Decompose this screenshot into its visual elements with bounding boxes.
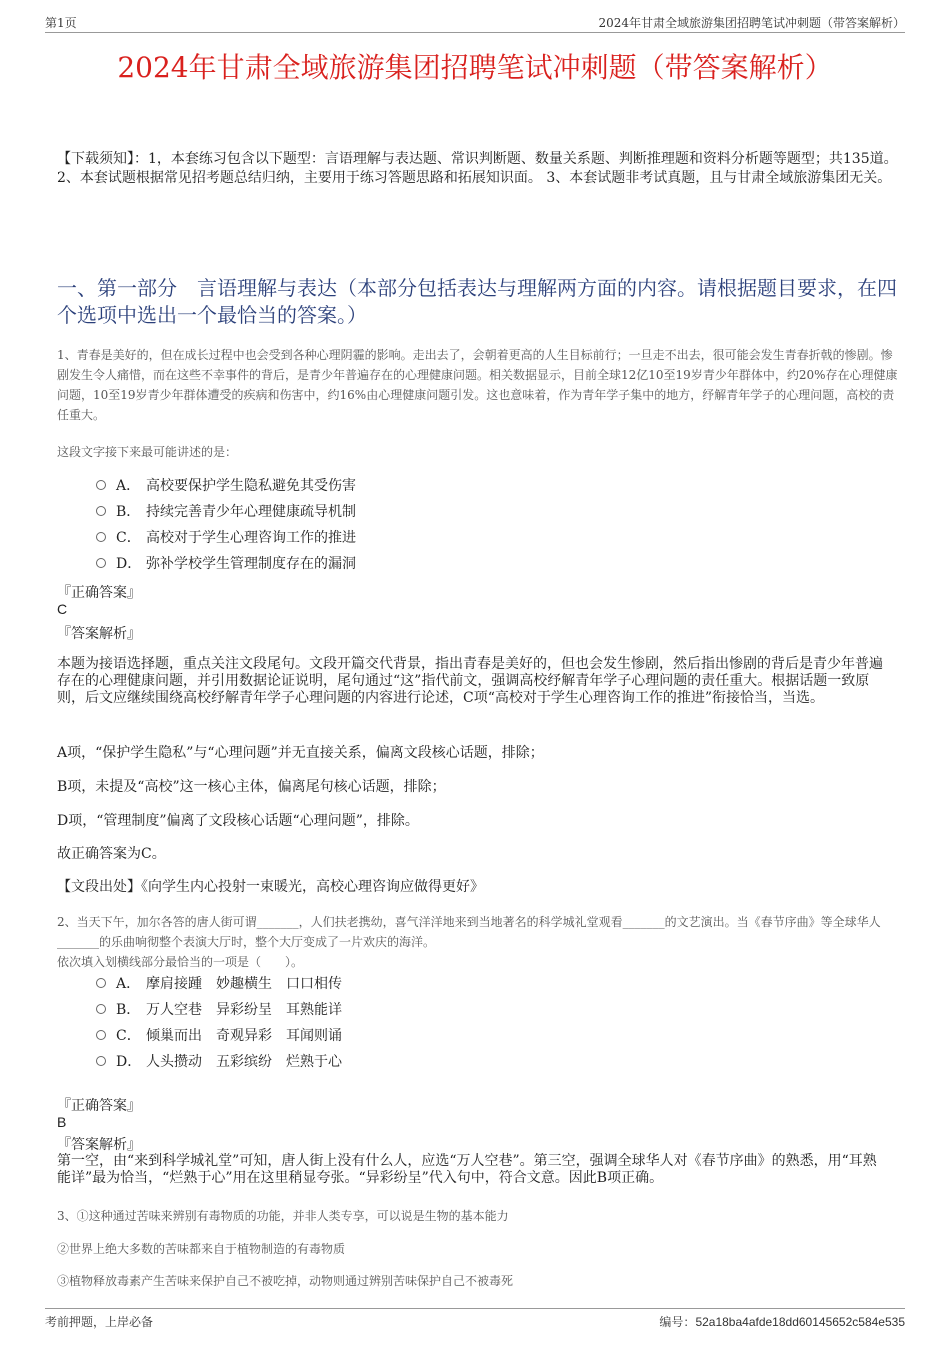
- q1-answer-label: 『正确答案』: [57, 585, 141, 601]
- q2-option-c[interactable]: [96, 1025, 342, 1047]
- q1-conclusion: 故正确答案为C。: [57, 846, 166, 862]
- section-heading: 一、第一部分 言语理解与表达（本部分包括表达与理解两方面的内容。请根据题目要求，在四个选项中选出一个最恰当的答案。）: [57, 276, 897, 327]
- footer-slogan: 考前押题，上岸必备: [45, 1315, 154, 1329]
- page-number: 第1页: [45, 16, 77, 30]
- footer-divider: [45, 1308, 905, 1309]
- radio-icon[interactable]: [96, 1056, 106, 1066]
- radio-icon[interactable]: [96, 1030, 106, 1040]
- q1-option-b-note: B项，未提及“高校”这一核心主体，偏离尾句核心话题，排除；: [57, 779, 446, 795]
- radio-icon[interactable]: [96, 978, 106, 988]
- q1-analysis: 本题为接语选择题，重点关注文段尾句。文段开篇交代背景，指出青春是美好的，但也会发生惨剧，然后指出惨剧的背后是青少年普遍存在的心理健康问题，并引用数据论证说明，尾句通过“这”指代前文，强调高校纾解青年学子心理问题的责任重大。根据话题一致原则，后文应继续围绕高校纾解青年学子心理问题的内容进行论述，C项“高校对于学生心理咨询工作的推进”衔接恰当，当选。: [57, 656, 883, 706]
- option-text: 弥补学校学生管理制度存在的漏洞: [146, 556, 356, 572]
- option-text: 摩肩接踵 妙趣横生 口口相传: [146, 976, 342, 992]
- radio-icon[interactable]: [96, 532, 106, 542]
- footer-code-label: 编号：: [659, 1315, 696, 1329]
- q2-option-d[interactable]: [96, 1051, 342, 1073]
- option-text: 高校对于学生心理咨询工作的推进: [146, 530, 356, 546]
- download-notice: 【下载须知】：1，本套练习包含以下题型：言语理解与表达题、常识判断题、数量关系题、判断推理题和资料分析题等题型；共135道。 2、本套试题根据常见招考题总结归纳，主要用于练习答题思路和拓展知识面。 3、本套试题非考试真题，且与甘肃全域旅游集团无关。: [57, 151, 898, 186]
- option-text: 人头攒动 五彩缤纷 烂熟于心: [146, 1054, 342, 1070]
- q1-option-d[interactable]: [96, 553, 356, 575]
- radio-icon[interactable]: [96, 558, 106, 568]
- footer-code-value: 52a18ba4afde18dd60145652c584e535: [695, 1315, 905, 1329]
- page-title: 2024年甘肃全域旅游集团招聘笔试冲刺题（带答案解析）: [117, 51, 833, 84]
- question-3-line-3: ③植物释放毒素产生苦味来保护自己不被吃掉，动物则通过辨别苦味保护自己不被毒死: [57, 1274, 514, 1288]
- q1-option-b[interactable]: [96, 501, 356, 523]
- option-letter: A．: [116, 976, 141, 992]
- option-text: 高校要保护学生隐私避免其受伤害: [146, 478, 356, 494]
- q2-option-a[interactable]: [96, 973, 342, 995]
- option-letter: D．: [116, 1054, 142, 1070]
- q1-option-a[interactable]: [96, 475, 356, 497]
- q1-option-a-note: A项，“保护学生隐私”与“心理问题”并无直接关系，偏离文段核心话题，排除；: [57, 745, 544, 761]
- q1-option-d-note: D项，“管理制度”偏离了文段核心话题“心理问题”，排除。: [57, 813, 419, 829]
- q1-answer: C: [57, 601, 68, 617]
- option-letter: C．: [116, 530, 141, 546]
- question-3-line-1: 3、①这种通过苦味来辨别有毒物质的功能，并非人类专享，可以说是生物的基本能力: [57, 1209, 509, 1223]
- q2-answer: B: [57, 1114, 67, 1130]
- header-doc-title: 2024年甘肃全域旅游集团招聘笔试冲刺题（带答案解析）: [598, 16, 905, 30]
- q2-option-b[interactable]: [96, 999, 342, 1021]
- option-letter: D．: [116, 556, 142, 572]
- radio-icon[interactable]: [96, 480, 106, 490]
- q2-analysis: 第一空，由“来到科学城礼堂”可知，唐人街上没有什么人，应选“万人空巷”。第三空，强调全球华人对《春节序曲》的熟悉，用“耳熟能详”最为恰当，“烂熟于心”用在这里稍显夸张。“异彩纷呈”代入句中，符合文意。因此B项正确。: [57, 1153, 877, 1186]
- question-1-prompt: 这段文字接下来最可能讲述的是：: [57, 445, 238, 459]
- footer-code: [659, 1313, 905, 1330]
- q2-answer-label: 『正确答案』: [57, 1098, 141, 1114]
- radio-icon[interactable]: [96, 1004, 106, 1014]
- q1-source: 【文段出处】《向学生内心投射一束暖光，高校心理咨询应做得更好》: [57, 879, 484, 895]
- option-text: 倾巢而出 奇观异彩 耳闻则诵: [146, 1028, 342, 1044]
- option-letter: A．: [116, 478, 141, 494]
- option-text: 万人空巷 异彩纷呈 耳熟能详: [146, 1002, 342, 1018]
- q1-option-c[interactable]: [96, 527, 356, 549]
- option-text: 持续完善青少年心理健康疏导机制: [146, 504, 356, 520]
- option-letter: B．: [116, 504, 141, 520]
- question-1-stem: 1、青春是美好的，但在成长过程中也会受到各种心理阴霾的影响。走出去了，会朝着更高的人生目标前行；一旦走不出去，很可能会发生青春折戟的惨剧。惨剧发生令人痛惜，而在这些不幸事件的背后，是青少年普遍存在的心理健康问题。相关数据显示，目前全球12亿10至19岁青少年群体中，约20%存在心理健康问题，10至19岁青少年群体遭受的疾病和伤害中，约16%由心理健康问题引发。这也意味着，作为青年学子集中的地方，纾解青年学子的心理问题，高校的责任重大。: [57, 348, 898, 422]
- q1-analysis-label: 『答案解析』: [57, 626, 141, 642]
- header-divider: [45, 32, 905, 33]
- question-2-prompt: 依次填入划横线部分最恰当的一项是（ ）。: [57, 955, 304, 969]
- option-letter: B．: [116, 1002, 141, 1018]
- q2-analysis-label: 『答案解析』: [57, 1137, 141, 1153]
- question-2-stem: 2、当天下午，加尔各答的唐人街可谓_______，人们扶老携幼，喜气洋洋地来到当地著名的科学城礼堂观看_______的文艺演出。当《春节序曲》等全球华人_______的乐曲响彻整个表演大厅时，整个大厅变成了一片欢庆的海洋。: [57, 915, 881, 949]
- radio-icon[interactable]: [96, 506, 106, 516]
- question-3-line-2: ②世界上绝大多数的苦味都来自于植物制造的有毒物质: [57, 1242, 346, 1256]
- option-letter: C．: [116, 1028, 141, 1044]
